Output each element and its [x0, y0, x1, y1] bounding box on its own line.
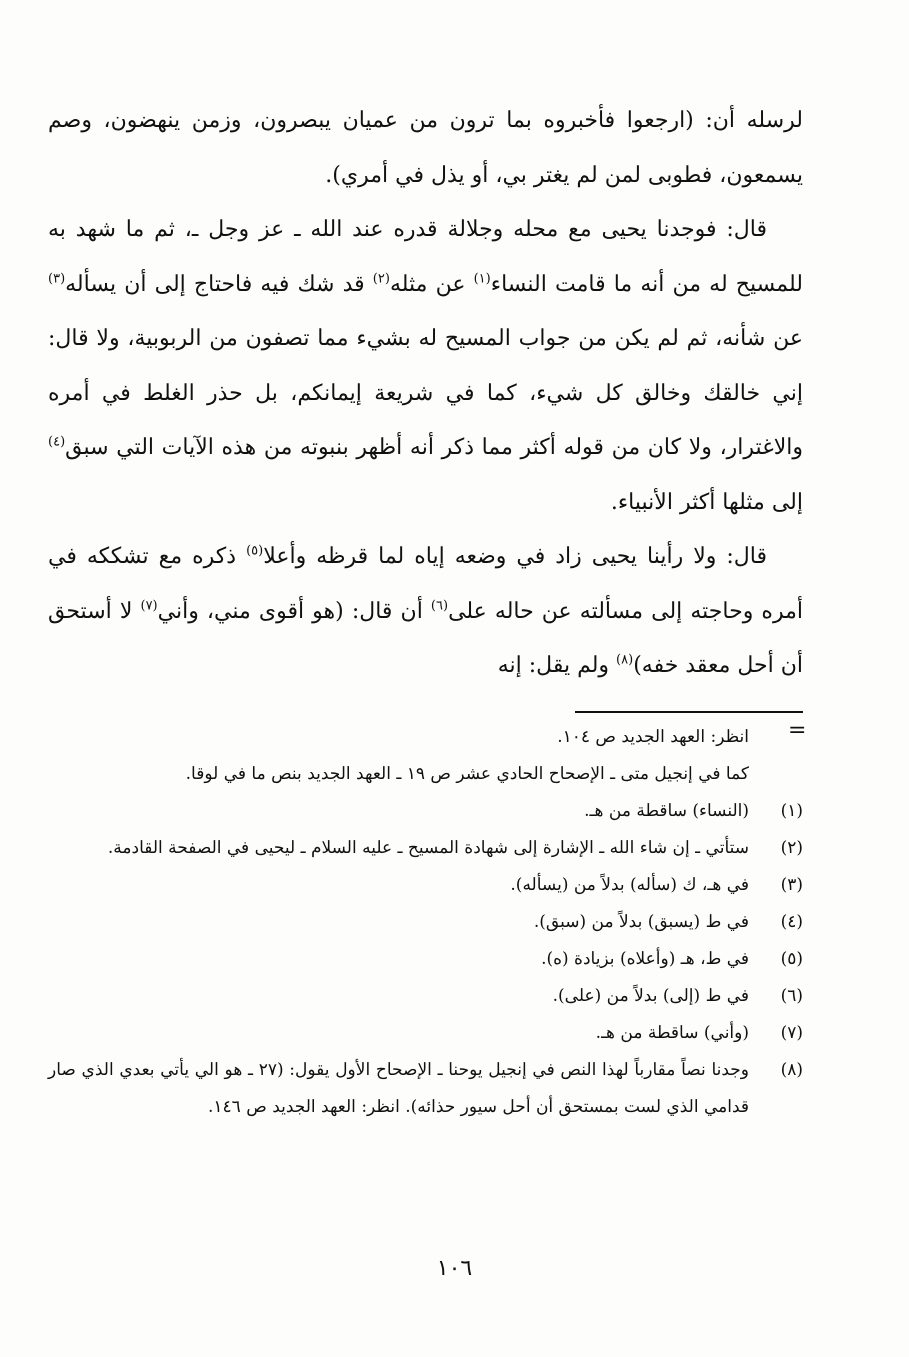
- footnote-ref: (٥): [246, 543, 264, 559]
- footnote-4: [48, 904, 803, 941]
- footnote-text: (النساء) ساقطة من هـ.: [584, 801, 749, 821]
- footnote-number: (٣): [780, 875, 803, 895]
- paragraph-3-text: لا أستحق أن أحل معقد خفه): [48, 598, 803, 678]
- paragraph-2-text: عن مثله: [389, 271, 474, 297]
- paragraph-3-text: ذكره مع تشككه في أمره وحاجته إلى مسألته عن حاله على: [48, 544, 803, 624]
- paragraph-1-text: لرسله أن: (ارجعوا فأخبروه بما ترون من عميان يبصرون، وزمن ينهضون، وصم يسمعون، فطوبى لمن لم يغتر بي، أو يذل في أمري).: [48, 108, 803, 188]
- paragraph-3-text: أن قال: (هو أقوى مني، وأني: [157, 598, 431, 624]
- continuation-mark: =: [788, 718, 807, 743]
- footnote-ref: (٤): [48, 434, 66, 450]
- paragraph-2-text: عن شأنه، ثم لم يكن من جواب المسيح له بشيء مما تصفون من الربوبية، ولا قال: إني خالقك وخالق كل شيء، كما في شريعة إيمانكم، بل حذر الغلط في أمره والاغترار، ولا كان من قوله أكثر مما ذكر أنه أظهر بنبوته من هذه الآيات التي سبق: [48, 326, 803, 460]
- footnote-5: [48, 941, 803, 978]
- footnote-ref: (٨): [616, 652, 634, 668]
- footnote-number: (٧): [780, 1023, 803, 1043]
- paragraph-1: [48, 94, 803, 203]
- footnote-text: في ط، هـ (وأعلاه) بزيادة (ه).: [541, 949, 749, 969]
- paragraph-3-text: قال: ولا رأينا يحيى زاد في وضعه إياه لما قرظه وأعلا: [263, 544, 767, 569]
- footnote-text: في ط (إلى) بدلاً من (على).: [552, 986, 749, 1006]
- paragraph-2-text: قد شك فيه فاحتاج إلى أن يسأله: [65, 271, 373, 297]
- footnote-number: (٦): [780, 986, 803, 1006]
- footnote-6: [48, 978, 803, 1015]
- footnote-text: (وأني) ساقطة من هـ.: [595, 1023, 749, 1043]
- footnote-8: [48, 1052, 803, 1126]
- footnote-text: في ط (يسبق) بدلاً من (سبق).: [533, 912, 749, 932]
- footnote-3: [48, 867, 803, 904]
- footnote-carryover-1: انظر: العهد الجديد ص ١٠٤.: [557, 727, 749, 747]
- paragraph-3-text: ولم يقل: إنه: [497, 653, 617, 678]
- footnote-text: ستأتي ـ إن شاء الله ـ الإشارة إلى شهادة المسيح ـ عليه السلام ـ ليحيى في الصفحة القادمة.: [107, 838, 749, 858]
- footnote-7: [48, 1015, 803, 1052]
- footnote-ref: (٧): [140, 598, 158, 614]
- footnote-number: (٨): [780, 1060, 803, 1080]
- footnote-number: (٥): [780, 949, 803, 969]
- footnote-carryover-2: كما في إنجيل متى ـ الإصحاح الحادي عشر ص ١٩ ـ العهد الجديد بنص ما في لوقا.: [185, 764, 749, 784]
- footnote-2: [48, 830, 803, 867]
- footnote-ref: (٢): [372, 271, 390, 287]
- footnote-ref: (٦): [430, 598, 449, 614]
- footnote-text: في هـ، ك (سأله) بدلاً من (يسأله).: [510, 875, 749, 895]
- paragraph-2-text: إلى مثلها أكثر الأنبياء.: [610, 489, 803, 515]
- footnote-1: [48, 793, 803, 830]
- page-number: ١٠٦: [436, 1256, 473, 1281]
- main-text: [48, 94, 803, 694]
- paragraph-2: [48, 203, 803, 530]
- footnote-separator: [575, 711, 803, 713]
- paragraph-2-text: قال: فوجدنا يحيى مع محله وجلالة قدره عند الله ـ عز وجل ـ، ثم ما شهد به للمسيح له من أنه ما قامت النساء: [48, 217, 803, 297]
- footnote-number: (٤): [780, 912, 803, 932]
- footnote-text: وجدنا نصاً مقارباً لهذا النص في إنجيل يوحنا ـ الإصحاح الأول يقول: (٢٧ ـ هو الي يأتي بعدي الذي صار قدامي الذي لست بمستحق أن أحل سيور حذائه). انظر: العهد الجديد ص ١٤٦.: [48, 1060, 749, 1117]
- footnote-number: (١): [780, 801, 803, 821]
- footnotes: [48, 719, 803, 1126]
- paragraph-3: [48, 530, 803, 694]
- footnote-number: (٢): [780, 838, 803, 858]
- footnote-ref: (١): [473, 271, 491, 287]
- footnote-ref: (٣): [48, 271, 66, 287]
